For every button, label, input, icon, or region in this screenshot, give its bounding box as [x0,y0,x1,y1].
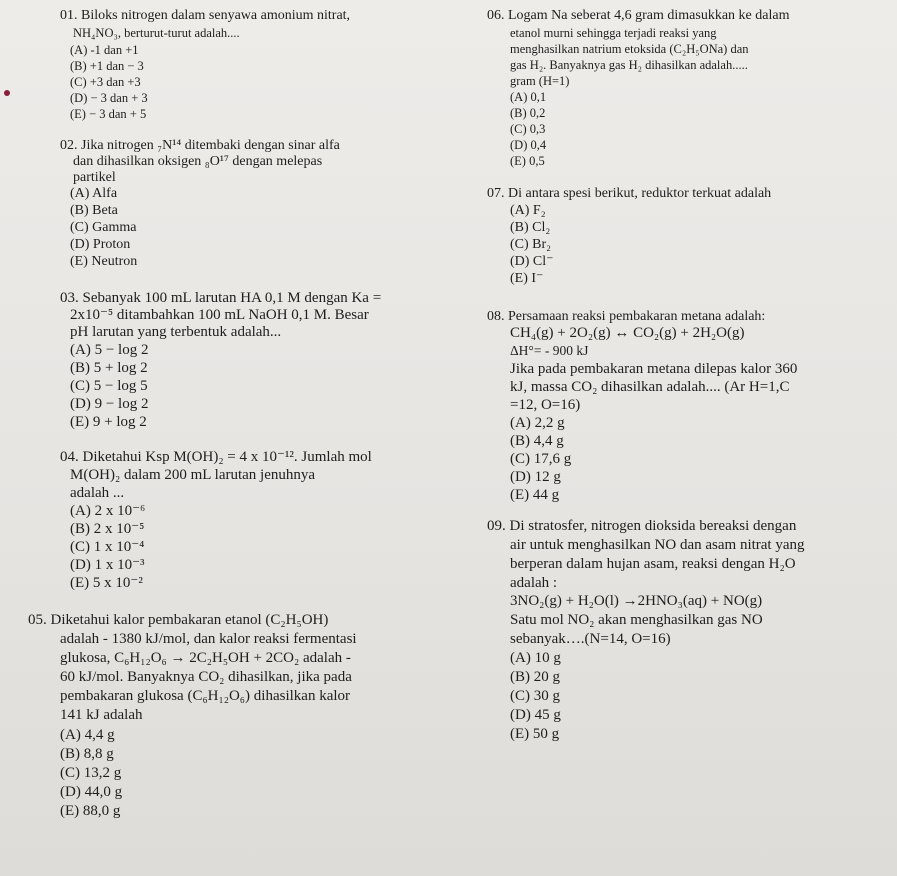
question-8-stem: =12, O=16) [510,397,581,413]
option-c: (C) 17,6 g [510,451,572,467]
option-d: (D) Cl⁻ [510,254,554,269]
option-b: (B) 0,2 [510,106,546,120]
question-9-stem: 09. Di stratosfer, nitrogen dioksida bereaksi dengan [487,518,797,534]
option-e: (E) I⁻ [510,271,544,286]
question-2-stem: partikel [73,170,116,185]
option-a: (A) 2,2 g [510,415,565,431]
question-8-stem: Jika pada pembakaran metana dilepas kalor 360 [510,361,798,377]
question-5-stem: adalah - 1380 kJ/mol, dan kalor reaksi fermentasi [60,631,357,647]
question-7-stem: 07. Di antara spesi berikut, reduktor terkuat adalah [487,186,772,201]
option-e: (E) 0,5 [510,154,545,168]
question-3-stem: 03. Sebanyak 100 mL larutan HA 0,1 M dengan Ka = [60,290,382,306]
option-a: (A) 0,1 [510,90,547,104]
question-9-stem: sebanyak….(N=14, O=16) [510,631,671,647]
question-8-stem: kJ, massa CO₂ dihasilkan adalah.... (Ar H=1,C [510,379,790,395]
reaction-equation: CH₄(g) + 2O₂(g) ↔ CO₂(g) + 2H₂O(g) [510,325,745,341]
option-c: (C) Br₂ [510,237,552,252]
question-5-stem: 60 kJ/mol. Banyaknya CO₂ dihasilkan, jika pada [60,669,352,685]
option-e: (E) 44 g [510,487,560,503]
option-a: (A) -1 dan +1 [70,43,139,57]
question-6-stem: menghasilkan natrium etoksida (C₂H₅ONa) dan [510,42,749,56]
question-6-stem: gram (H=1) [510,74,570,88]
option-e: (E) − 3 dan + 5 [70,107,147,121]
option-c: (C) Gamma [70,220,137,235]
option-d: (D) 9 − log 2 [70,396,149,412]
question-3-stem: pH larutan yang terbentuk adalah... [70,324,282,340]
option-d: (D) 12 g [510,469,561,485]
option-b: (B) Cl₂ [510,220,551,235]
question-2-stem: 02. Jika nitrogen ₇N¹⁴ ditembaki dengan sinar alfa [60,138,340,153]
option-d: (D) 45 g [510,707,561,723]
option-b: (B) 8,8 g [60,746,114,762]
question-8-stem: ΔH°= - 900 kJ [510,343,589,358]
option-e: (E) 5 x 10⁻² [70,575,143,591]
option-d: (D) 44,0 g [60,784,123,800]
question-6-stem: 06. Logam Na seberat 4,6 gram dimasukkan ke dalam [487,8,790,23]
question-9-stem: berperan dalam hujan asam, reaksi dengan H₂O [510,556,796,572]
option-c: (C) 0,3 [510,122,546,136]
question-4-stem: 04. Diketahui Ksp M(OH)₂ = 4 x 10⁻¹². Jumlah mol [60,449,372,465]
question-9-stem: air untuk menghasilkan NO dan asam nitrat yang [510,537,805,553]
option-c: (C) 30 g [510,688,560,704]
option-a: (A) Alfa [70,186,118,201]
question-6-stem: etanol murni sehingga terjadi reaksi yang [510,26,717,40]
option-b: (B) 4,4 g [510,433,564,449]
option-a: (A) 5 − log 2 [70,342,149,358]
option-a: (A) F₂ [510,203,546,218]
option-b: (B) 5 + log 2 [70,360,148,376]
reaction-equation: 3NO₂(g) + H₂O(l) →2HNO₃(aq) + NO(g) [510,593,763,609]
option-b: (B) 2 x 10⁻⁵ [70,521,145,537]
option-d: (D) Proton [70,237,131,252]
question-4-stem: adalah ... [70,485,125,501]
question-6-stem: gas H₂. Banyaknya gas H₂ dihasilkan adalah..... [510,58,748,72]
option-c: (C) +3 dan +3 [70,75,141,89]
option-e: (E) 9 + log 2 [70,414,147,430]
question-5-stem: glukosa, C₆H₁₂O₆ → 2C₂H₅OH + 2CO₂ adalah - [60,650,351,666]
option-b: (B) +1 dan − 3 [70,59,144,73]
option-e: (E) 88,0 g [60,803,121,819]
option-b: (B) 20 g [510,669,560,685]
option-e: (E) Neutron [70,254,138,269]
question-1-stem: NH₄NO₃, berturut-turut adalah.... [73,26,240,40]
option-a: (A) 4,4 g [60,727,115,743]
option-c: (C) 13,2 g [60,765,122,781]
question-5-stem: pembakaran glukosa (C₆H₁₂O₆) dihasilkan kalor [60,688,351,704]
option-b: (B) Beta [70,203,118,218]
option-c: (C) 1 x 10⁻⁴ [70,539,145,555]
question-8-stem: 08. Persamaan reaksi pembakaran metana adalah: [487,309,766,324]
option-d: (D) 0,4 [510,138,547,152]
option-c: (C) 5 − log 5 [70,378,148,394]
question-5-stem: 05. Diketahui kalor pembakaran etanol (C₂H₅OH) [28,612,329,628]
question-5-stem: 141 kJ adalah [60,707,143,723]
question-9-stem: adalah : [510,575,558,591]
option-a: (A) 2 x 10⁻⁶ [70,503,146,519]
question-1-stem: 01. Biloks nitrogen dalam senyawa amonium nitrat, [60,8,351,23]
margin-dot [4,90,10,96]
option-d: (D) 1 x 10⁻³ [70,557,145,573]
option-e: (E) 50 g [510,726,560,742]
question-2-stem: dan dihasilkan oksigen ₈O¹⁷ dengan melepas [73,154,323,169]
question-9-stem: Satu mol NO₂ akan menghasilkan gas NO [510,612,763,628]
question-4-stem: M(OH)₂ dalam 200 mL larutan jenuhnya [70,467,316,483]
option-a: (A) 10 g [510,650,561,666]
option-d: (D) − 3 dan + 3 [70,91,148,105]
question-3-stem: 2x10⁻⁵ ditambahkan 100 mL NaOH 0,1 M. Besar [70,307,369,323]
